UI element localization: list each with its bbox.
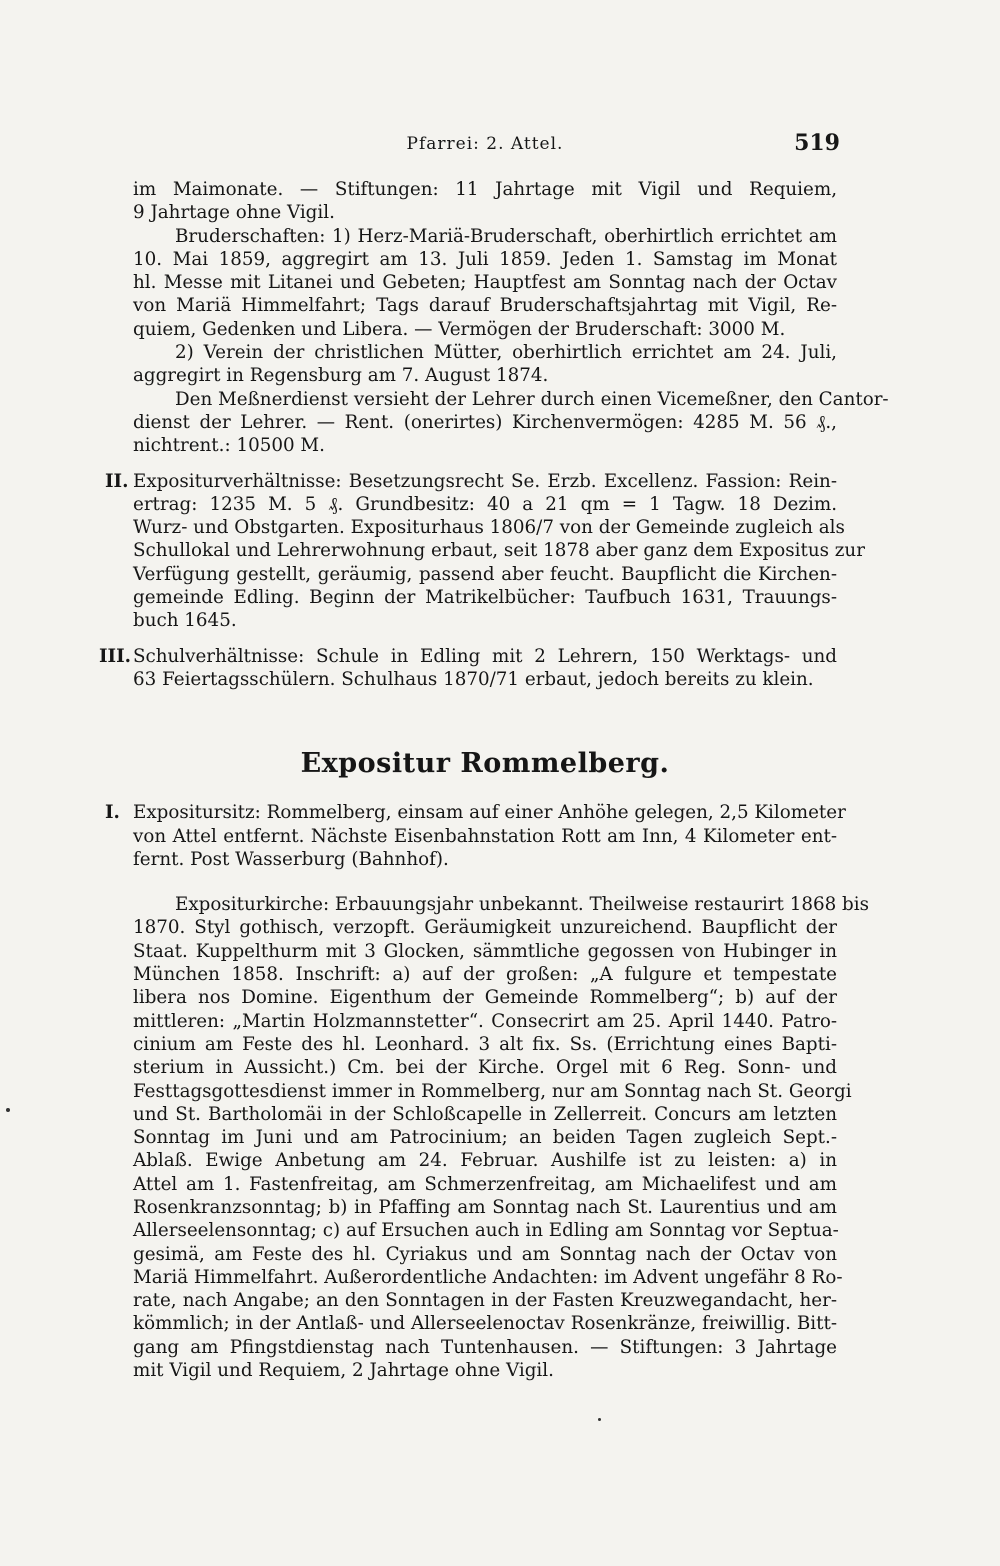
section-schulverhaeltnisse bbox=[99, 645, 837, 692]
text-line: ertrag: 1235 M. 5 ₰. Grundbesitz: 40 a 21 qm = 1 Tagw. 18 Dezim. bbox=[133, 493, 837, 515]
spacer bbox=[133, 691, 837, 739]
text-line: quiem, Gedenken und Libera. — Vermögen der Bruderschaft: 3000 M. bbox=[133, 318, 786, 340]
text-line: Bruderschaften: 1) Herz-Mariä-Bruderschaft, oberhirtlich errichtet am bbox=[175, 225, 837, 247]
text-line bbox=[105, 801, 846, 824]
text-line: dienst der Lehrer. — Rent. (onerirtes) Kirchenvermögen: 4285 M. 56 ₰., bbox=[133, 411, 837, 433]
paragraph-verein bbox=[133, 341, 837, 388]
text-line: fernt. Post Wasserburg (Bahnhof). bbox=[133, 848, 449, 870]
text-line: gesimä, am Feste des hl. Cyriakus und am Sonntag nach der Octav von bbox=[133, 1243, 837, 1265]
text-line: Verfügung gestellt, geräumig, passend aber feucht. Baupflicht die Kirchen- bbox=[133, 563, 837, 585]
section-expositurverhaeltnisse bbox=[105, 470, 865, 633]
section-numeral: II. bbox=[105, 470, 129, 492]
running-title: Pfarrei: 2. Attel. bbox=[406, 134, 564, 154]
running-head bbox=[130, 130, 840, 160]
text-line: Schullokal und Lehrerwohnung erbaut, seit 1878 aber ganz dem Expositus zur bbox=[133, 540, 865, 562]
section-numeral: I. bbox=[105, 802, 120, 824]
text-line: Ablaß. Ewige Anbetung am 24. Februar. Aushilfe ist zu leisten: a) in bbox=[133, 1150, 837, 1172]
text-line: rate, nach Angabe; an den Sonntagen in der Fasten Kreuzwegandacht, her- bbox=[133, 1290, 837, 1312]
text-line: im Maimonate. — Stiftungen: 11 Jahrtage mit Vigil und Requiem, bbox=[133, 179, 837, 200]
text-line: gang am Pfingstdienstag nach Tuntenhausen. — Stiftungen: 3 Jahrtage bbox=[133, 1336, 837, 1358]
section-line-text: Expositursitz: Rommelberg, einsam auf einer Anhöhe gelegen, 2,5 Kilometer bbox=[133, 802, 846, 824]
text-line: München 1858. Inschrift: a) auf der großen: „A fulgure et tempestate bbox=[133, 964, 837, 986]
text-line: Den Meßnerdienst versieht der Lehrer durch einen Vicemeßner, den Cantor- bbox=[175, 388, 889, 410]
text-line: nichtrent.: 10500 M. bbox=[133, 435, 325, 457]
section-expositursitz bbox=[105, 801, 846, 871]
text-line: Rosenkranzsonntag; b) in Pfaffing am Sonntag nach St. Laurentius und am bbox=[133, 1196, 837, 1218]
text-line: von Mariä Himmelfahrt; Tags darauf Bruderschaftsjahrtag mit Vigil, Re- bbox=[133, 295, 837, 317]
section-heading: Expositur Rommelberg. bbox=[300, 748, 670, 780]
text-line: Wurz- und Obstgarten. Expositurhaus 1806/7 von der Gemeinde zugleich als bbox=[133, 517, 845, 539]
text-line: kömmlich; in der Antlaß- und Allerseelenoctav Rosenkränze, freiwillig. Bitt- bbox=[133, 1313, 837, 1335]
text-line: mittleren: „Martin Holzmannstetter“. Consecrirt am 25. April 1440. Patro- bbox=[133, 1010, 837, 1032]
text-line: mit Vigil und Requiem, 2 Jahrtage ohne Vigil. bbox=[133, 1360, 554, 1382]
text-line: Mariä Himmelfahrt. Außerordentliche Andachten: im Advent ungefähr 8 Ro- bbox=[133, 1266, 843, 1288]
text-line: 10. Mai 1859, aggregirt am 13. Juli 1859. Jeden 1. Samstag im Monat bbox=[133, 248, 837, 270]
text-line: 63 Feiertagsschülern. Schulhaus 1870/71 erbaut, jedoch bereits zu klein. bbox=[133, 668, 814, 690]
text-line: 1870. Styl gothisch, verzopft. Geräumigkeit unzureichend. Baupflicht der bbox=[133, 917, 837, 939]
text-line: buch 1645. bbox=[133, 610, 237, 632]
text-line: gemeinde Edling. Beginn der Matrikelbücher: Taufbuch 1631, Trauungs- bbox=[133, 587, 837, 609]
body-text bbox=[99, 178, 889, 1382]
scan-speck bbox=[598, 1418, 601, 1421]
section-line-text: Expositurverhältnisse: Besetzungsrecht Se. Erzb. Excellenz. Fassion: Rein- bbox=[133, 470, 837, 492]
text-line: und St. Bartholomäi in der Schloßcapelle in Zellerreit. Concurs am letzten bbox=[133, 1103, 837, 1125]
section-line-text: Schulverhältnisse: Schule in Edling mit 2 Lehrern, 150 Werktags- und bbox=[133, 645, 837, 667]
text-line: libera nos Domine. Eigenthum der Gemeinde Rommelberg“; b) auf der bbox=[133, 987, 837, 1009]
paragraph-messnerdienst bbox=[133, 388, 889, 458]
paragraph-bruderschaften bbox=[133, 225, 837, 341]
paragraph-stiftungen bbox=[133, 178, 837, 225]
text-line: Sonntag im Juni und am Patrocinium; an beiden Tagen zugleich Sept.- bbox=[133, 1127, 837, 1149]
text-line: hl. Messe mit Litanei und Gebeten; Hauptfest am Sonntag nach der Octav bbox=[133, 272, 837, 294]
text-line: von Attel entfernt. Nächste Eisenbahnstation Rott am Inn, 4 Kilometer ent- bbox=[133, 825, 837, 847]
section-numeral: III. bbox=[99, 645, 132, 667]
text-line: cinium am Feste des hl. Leonhard. 3 alt fix. Ss. (Errichtung eines Bapti- bbox=[133, 1033, 837, 1055]
spacer bbox=[133, 789, 837, 801]
paragraph-expositurkirche bbox=[133, 893, 869, 1382]
spacer bbox=[133, 458, 837, 470]
text-line: sterium in Aussicht.) Cm. bei der Kirche. Orgel mit 6 Reg. Sonn- und bbox=[133, 1057, 837, 1079]
text-line bbox=[99, 645, 837, 668]
text-line bbox=[105, 470, 837, 493]
text-line: aggregirt in Regensburg am 7. August 1874. bbox=[133, 365, 549, 387]
spacer bbox=[133, 633, 837, 645]
text-line: 9 Jahrtage ohne Vigil. bbox=[133, 202, 335, 224]
text-line: Allerseelensonntag; c) auf Ersuchen auch in Edling am Sonntag vor Septua- bbox=[133, 1220, 839, 1242]
scan-speck bbox=[6, 1108, 10, 1112]
text-line: Festtagsgottesdienst immer in Rommelberg, nur am Sonntag nach St. Georgi bbox=[133, 1080, 852, 1102]
spacer bbox=[133, 871, 837, 893]
text-line: Staat. Kuppelthurm mit 3 Glocken, sämmtliche gegossen von Hubinger in bbox=[133, 940, 837, 962]
text-line: 2) Verein der christlichen Mütter, oberhirtlich errichtet am 24. Juli, bbox=[175, 342, 837, 364]
text-line: Attel am 1. Fastenfreitag, am Schmerzenfreitag, am Michaelifest und am bbox=[133, 1173, 837, 1195]
text-line: Expositurkirche: Erbauungsjahr unbekannt. Theilweise restaurirt 1868 bis bbox=[175, 894, 869, 916]
page-number: 519 bbox=[794, 130, 840, 156]
